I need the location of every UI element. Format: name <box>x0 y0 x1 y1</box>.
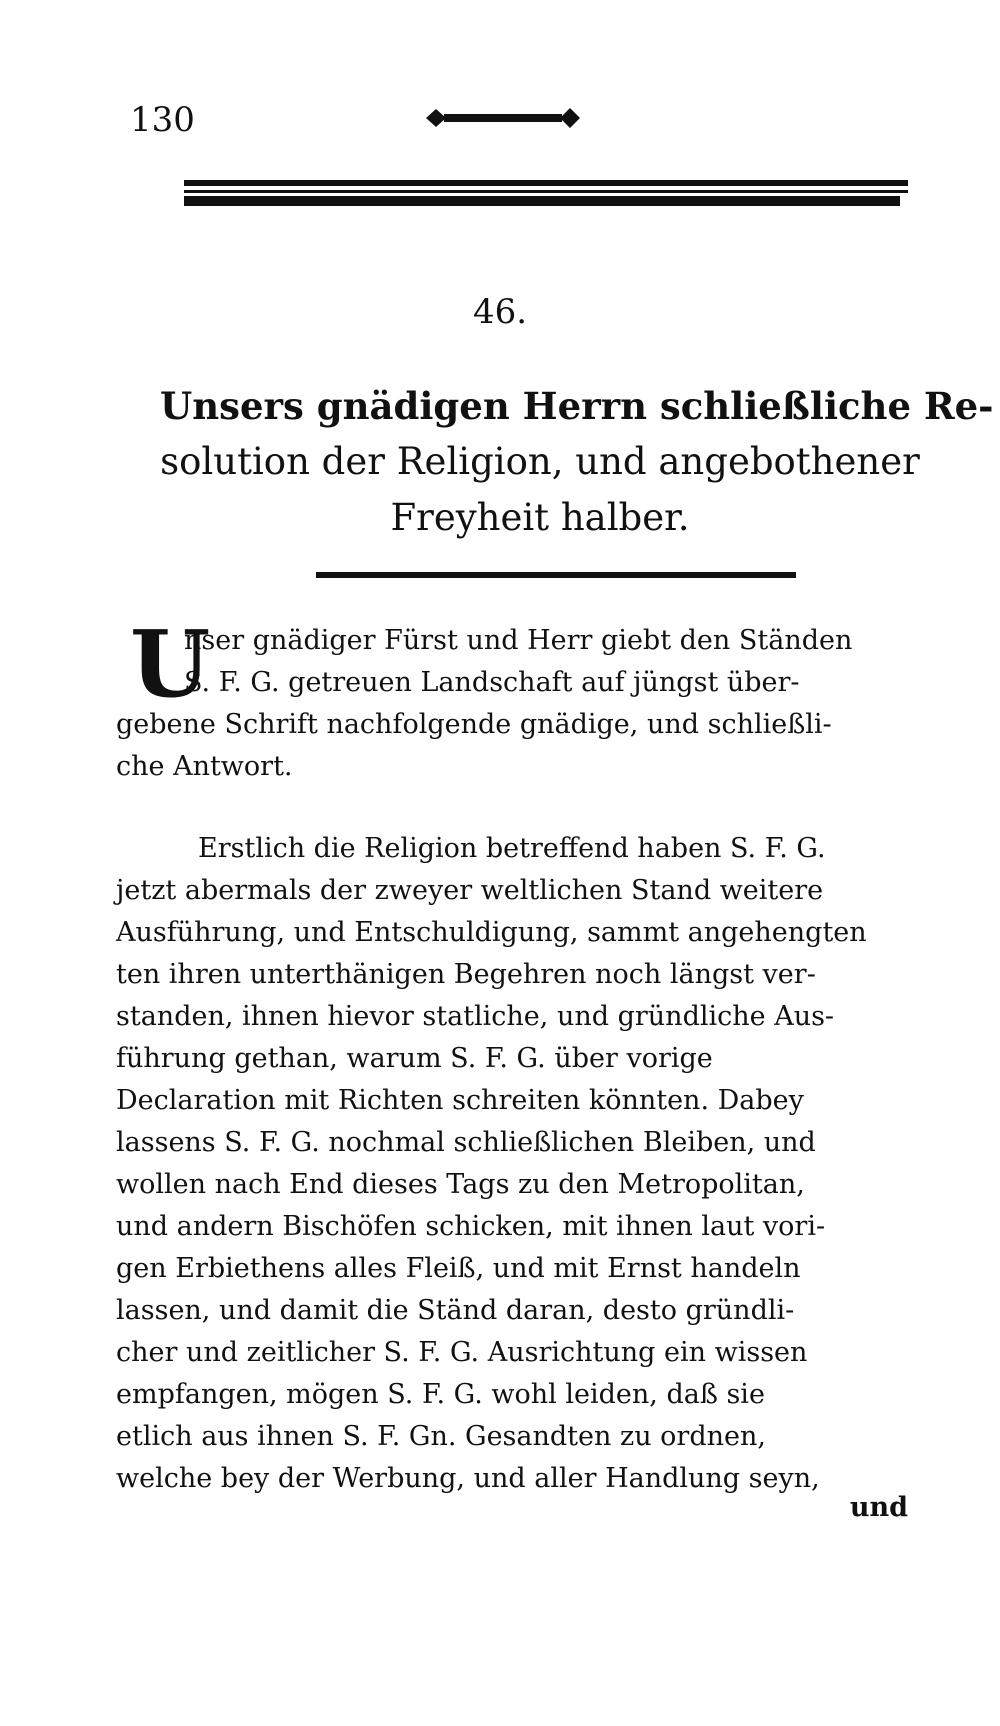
header-ornament <box>424 103 584 133</box>
drop-cap: U <box>130 610 211 718</box>
title-line: Freyheit halber. <box>390 496 690 539</box>
text-line: Declaration mit Richten schreiten könnten. Dabey <box>116 1085 804 1116</box>
text-line: lassens S. F. G. nochmal schließlichen Bleiben, und <box>116 1127 816 1158</box>
text-line: wollen nach End dieses Tags zu den Metropolitan, <box>116 1169 805 1200</box>
text-line: Ausführung, und Entschuldigung, sammt angehengten <box>116 917 867 948</box>
text-line: ten ihren unterthänigen Begehren noch längst ver- <box>116 959 816 990</box>
header-rule <box>184 178 908 208</box>
document-number: 46. <box>472 292 528 332</box>
document-title <box>160 378 994 546</box>
text-line: und andern Bischöfen schicken, mit ihnen laut vori- <box>116 1211 826 1242</box>
page-number: 130 <box>130 100 195 140</box>
text-line: standen, ihnen hievor statliche, und gründliche Aus- <box>116 1001 835 1032</box>
text-line: gen Erbiethens alles Fleiß, und mit Ernst handeln <box>116 1253 801 1284</box>
text-line: welche bey der Werbung, und aller Handlung seyn, <box>116 1463 820 1494</box>
text-line: führung gethan, warum S. F. G. über vorige <box>116 1043 713 1074</box>
text-line: lassen, und damit die Ständ daran, desto gründli- <box>116 1295 795 1326</box>
text-line: cher und zeitlicher S. F. G. Ausrichtung ein wissen <box>116 1337 808 1368</box>
text-line: S. F. G. getreuen Landschaft auf jüngst über- <box>184 667 800 698</box>
separator-rule <box>316 572 796 578</box>
title-line: solution der Religion, und angebothener <box>160 440 920 483</box>
title-line: Unsers gnädigen Herrn schließliche Re- <box>160 384 994 428</box>
paragraph-religion <box>116 828 922 1500</box>
text-line: che Antwort. <box>116 751 293 782</box>
text-line: etlich aus ihnen S. F. Gn. Gesandten zu ordnen, <box>116 1421 766 1452</box>
text-line: Erstlich die Religion betreffend haben S. F. G. <box>198 833 826 864</box>
text-line: empfangen, mögen S. F. G. wohl leiden, daß sie <box>116 1379 765 1410</box>
paragraph-intro <box>116 610 922 788</box>
text-line: nser gnädiger Fürst und Herr giebt den Ständen <box>184 625 853 656</box>
text-line: gebene Schrift nachfolgende gnädige, und schließli- <box>116 709 832 740</box>
catchword: und <box>849 1492 908 1523</box>
text-line: jetzt abermals der zweyer weltlichen Stand weitere <box>116 875 824 906</box>
